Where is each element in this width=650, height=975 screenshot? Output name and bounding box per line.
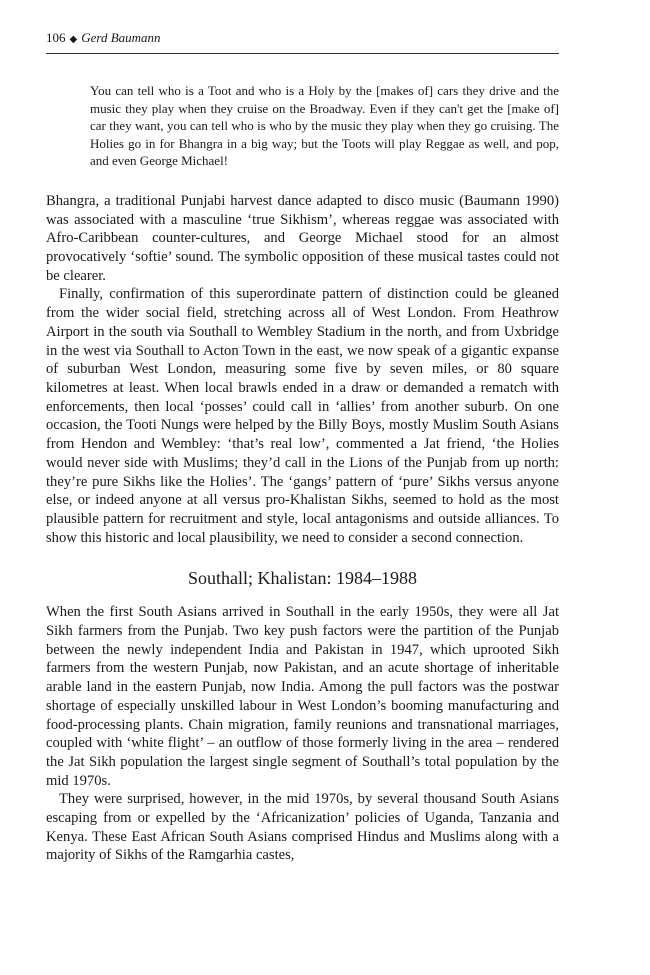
running-head — [46, 30, 559, 54]
book-page — [46, 30, 559, 865]
paragraph: They were surprised, however, in the mid 1970s, by several thousand South Asians escaping from or expelled by the ‘Africanization’ policies of Uganda, Tanzania and Kenya. These East African South Asians comprised Hindus and Muslims along with a majority of Sikhs of the Ramgarhia castes, — [46, 791, 559, 864]
diamond-separator-icon: ◆ — [69, 34, 78, 45]
page-number: 106 — [46, 30, 66, 45]
paragraph: When the first South Asians arrived in Southall in the early 1950s, they were all Jat Sikh farmers from the Punjab. Two key push factors were the partition of the Punjab between the newly independent India and Pakistan in 1947, which uprooted Sikh farmers from the western Punjab, now Pakistan, and an acute shortage of inheritable arable land in the eastern Punjab, now India. Among the pull factors was the postwar shortage of especially unskilled labour in West London’s booming manufacturing and food-processing plants. Chain migration, family reunions and transnational marriages, coupled with ‘white flight’ – an outflow of those formerly living in the area – rendered the Jat Sikh population the largest single segment of Southall’s total population by the mid 1970s. — [46, 604, 559, 789]
body-text — [46, 192, 559, 865]
paragraph: Bhangra, a traditional Punjabi harvest dance adapted to disco music (Baumann 1990) was associated with a masculine ‘true Sikhism’, whereas reggae was associated with Afro-Caribbean counter-cultures, and George Michael stood for an almost provocatively ‘softie’ sound. The symbolic opposition of these musical tastes could not be clearer. — [46, 192, 559, 284]
block-quote: You can tell who is a Toot and who is a Holy by the [makes of] cars they drive and the music they play when they cruise on the Broadway. Even if they can't get the [make of] car they want, you can tell who is who by the music they play when they go cruising. The Holies go in for Bhangra in a big way; but the Toots will play Reggae as well, and pop, and even George Michael! — [90, 83, 559, 169]
section-heading: Southall; Khalistan: 1984–1988 — [188, 568, 417, 589]
running-head-author: Gerd Baumann — [81, 30, 161, 45]
paragraph: Finally, confirmation of this superordinate pattern of distinction could be gleaned from the wider social field, stretching across all of West London. From Heathrow Airport in the south via Southall to Wembley Stadium in the north, and from Uxbridge in the west via Southall to Acton Town in the east, we now speak of a gigantic expanse of suburban West London, measuring some five by seven miles, or 80 square kilometres at least. When local brawls ended in a draw or demanded a rematch with enforcements, then local ‘posses’ could call in ‘allies’ from another suburb. On one occasion, the Tooti Nungs were helped by the Billy Boys, mostly Muslim South Asians from Hendon and Wembley: ‘that’s real low’, commented a Jat friend, ‘the Holies would never side with Muslims; they’d call in the Lions of the Punjab from up north: they’re pure Sikhs like the Holies’. The ‘gangs’ pattern of ‘pure’ Sikhs versus anyone else, or indeed anyone at all versus pro-Khalistan Sikhs, seemed to hold as the most plausible pattern for recruitment and style, local antagonisms and outside alliances. To show this historic and local plausibility, we need to consider a second connection. — [46, 286, 559, 546]
